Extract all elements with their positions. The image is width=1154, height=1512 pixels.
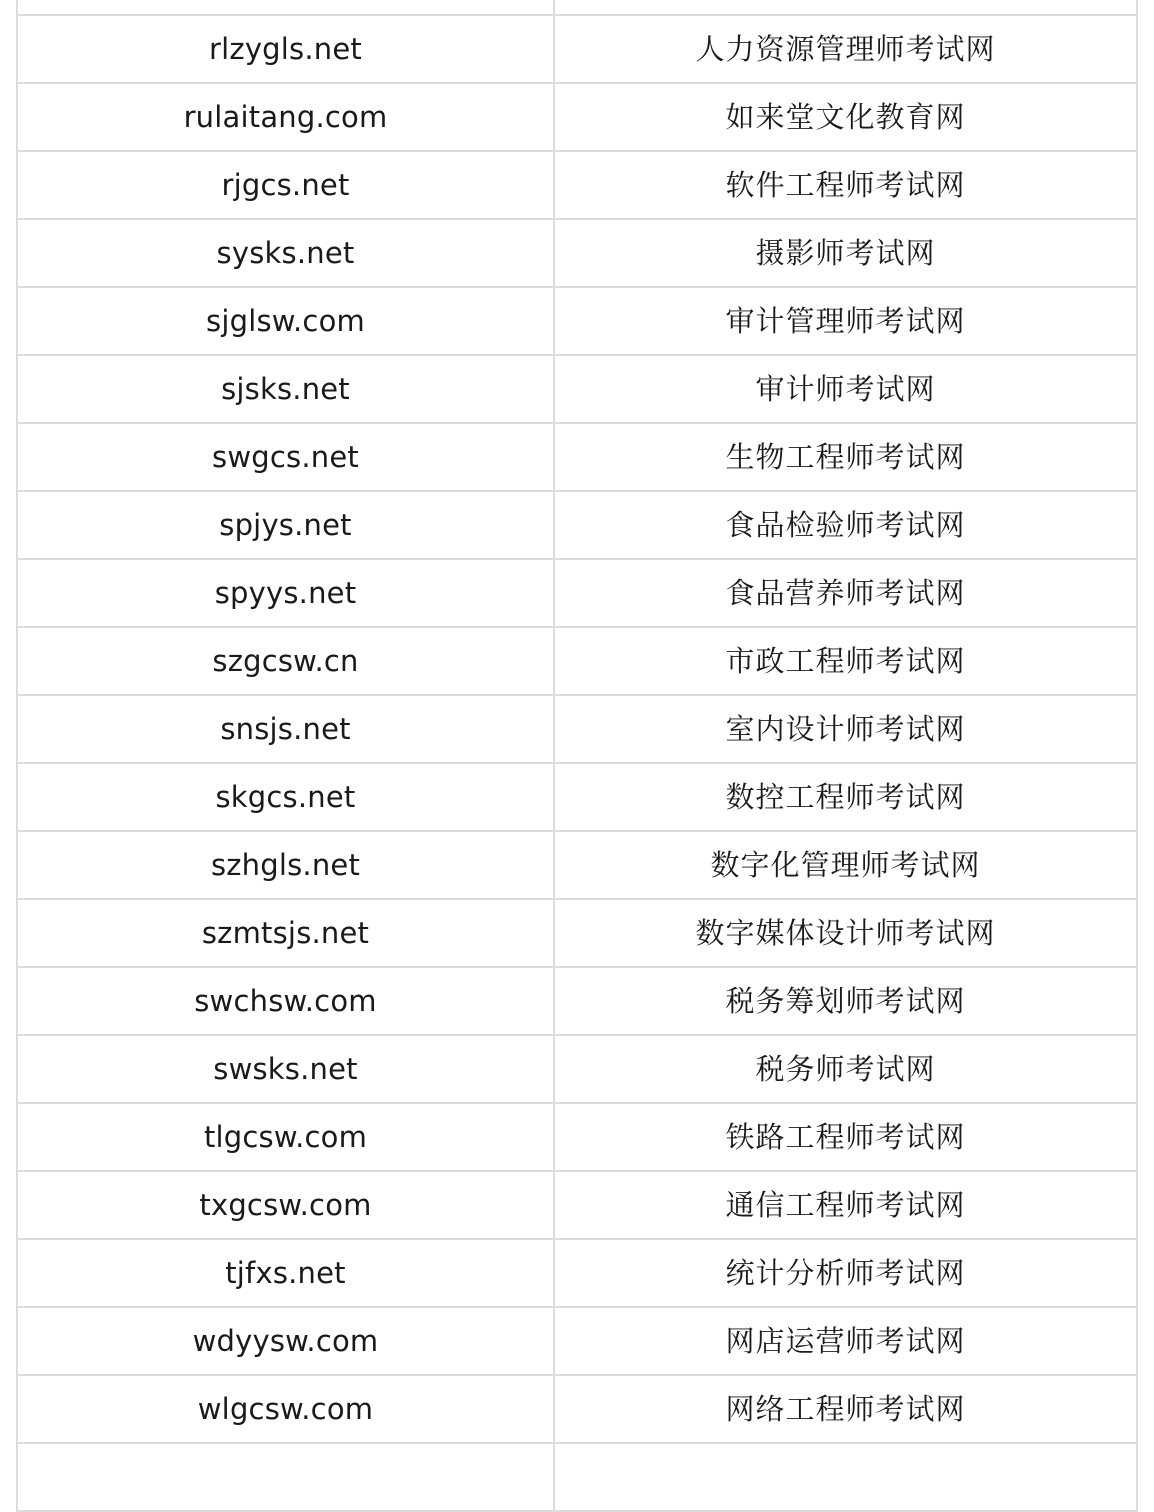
table-row [17,83,1137,151]
site-name-cell: 摄影师考试网 [554,219,1137,287]
table-row [17,899,1137,967]
site-name-cell: 食品营养师考试网 [554,559,1137,627]
site-name-cell: 数字化管理师考试网 [554,831,1137,899]
site-name-cell [554,1443,1137,1511]
table-row [17,1239,1137,1307]
table-row [17,1171,1137,1239]
site-name-cell: 网络工程师考试网 [554,1375,1137,1443]
table-row [17,219,1137,287]
domain-cell: szmtsjs.net [17,899,554,967]
table-row [17,1103,1137,1171]
domain-cell: tlgcsw.com [17,1103,554,1171]
table-row [17,151,1137,219]
domain-cell: wdyysw.com [17,1307,554,1375]
table-row [17,763,1137,831]
table-row [17,1035,1137,1103]
domain-table [16,0,1138,1512]
domain-cell: snsjs.net [17,695,554,763]
site-name-cell: 食品检验师考试网 [554,491,1137,559]
table-row [17,559,1137,627]
site-name-cell: 税务师考试网 [554,1035,1137,1103]
table-row [17,627,1137,695]
domain-cell: sjsks.net [17,355,554,423]
site-name-cell: 市政工程师考试网 [554,627,1137,695]
site-name-cell: 审计师考试网 [554,355,1137,423]
site-name-cell: 审计管理师考试网 [554,287,1137,355]
domain-cell: tjfxs.net [17,1239,554,1307]
site-name-cell: 生物工程师考试网 [554,423,1137,491]
site-name-cell: 如来堂文化教育网 [554,83,1137,151]
table-row [17,423,1137,491]
domain-cell: rlzygls.net [17,15,554,83]
domain-cell: sysks.net [17,219,554,287]
domain-cell: txgcsw.com [17,1171,554,1239]
domain-cell: wlgcsw.com [17,1375,554,1443]
table-row [17,15,1137,83]
domain-cell: spyys.net [17,559,554,627]
domain-cell: swsks.net [17,1035,554,1103]
table-row [17,1443,1137,1511]
table-row [17,355,1137,423]
domain-cell: rjgcs.net [17,151,554,219]
site-name-cell: 数字媒体设计师考试网 [554,899,1137,967]
domain-cell: szhgls.net [17,831,554,899]
domain-cell: spjys.net [17,491,554,559]
domain-table-container [16,0,1136,1512]
domain-cell: swgcs.net [17,423,554,491]
site-name-cell: 铁路工程师考试网 [554,1103,1137,1171]
domain-cell: szgcsw.cn [17,627,554,695]
table-row [17,695,1137,763]
site-name-cell: 数控工程师考试网 [554,763,1137,831]
site-name-cell: 网店运营师考试网 [554,1307,1137,1375]
site-name-cell: 室内设计师考试网 [554,695,1137,763]
site-name-cell: 统计分析师考试网 [554,1239,1137,1307]
table-row [17,831,1137,899]
domain-cell [17,1443,554,1511]
domain-cell [17,0,554,15]
domain-cell: rulaitang.com [17,83,554,151]
site-name-cell: 税务筹划师考试网 [554,967,1137,1035]
domain-cell: swchsw.com [17,967,554,1035]
site-name-cell [554,0,1137,15]
site-name-cell: 人力资源管理师考试网 [554,15,1137,83]
domain-cell: sjglsw.com [17,287,554,355]
domain-cell: skgcs.net [17,763,554,831]
table-row [17,1307,1137,1375]
table-row [17,967,1137,1035]
site-name-cell: 通信工程师考试网 [554,1171,1137,1239]
table-row [17,287,1137,355]
table-row [17,1375,1137,1443]
table-row [17,491,1137,559]
table-row [17,0,1137,15]
site-name-cell: 软件工程师考试网 [554,151,1137,219]
domain-table-body [17,0,1137,1511]
